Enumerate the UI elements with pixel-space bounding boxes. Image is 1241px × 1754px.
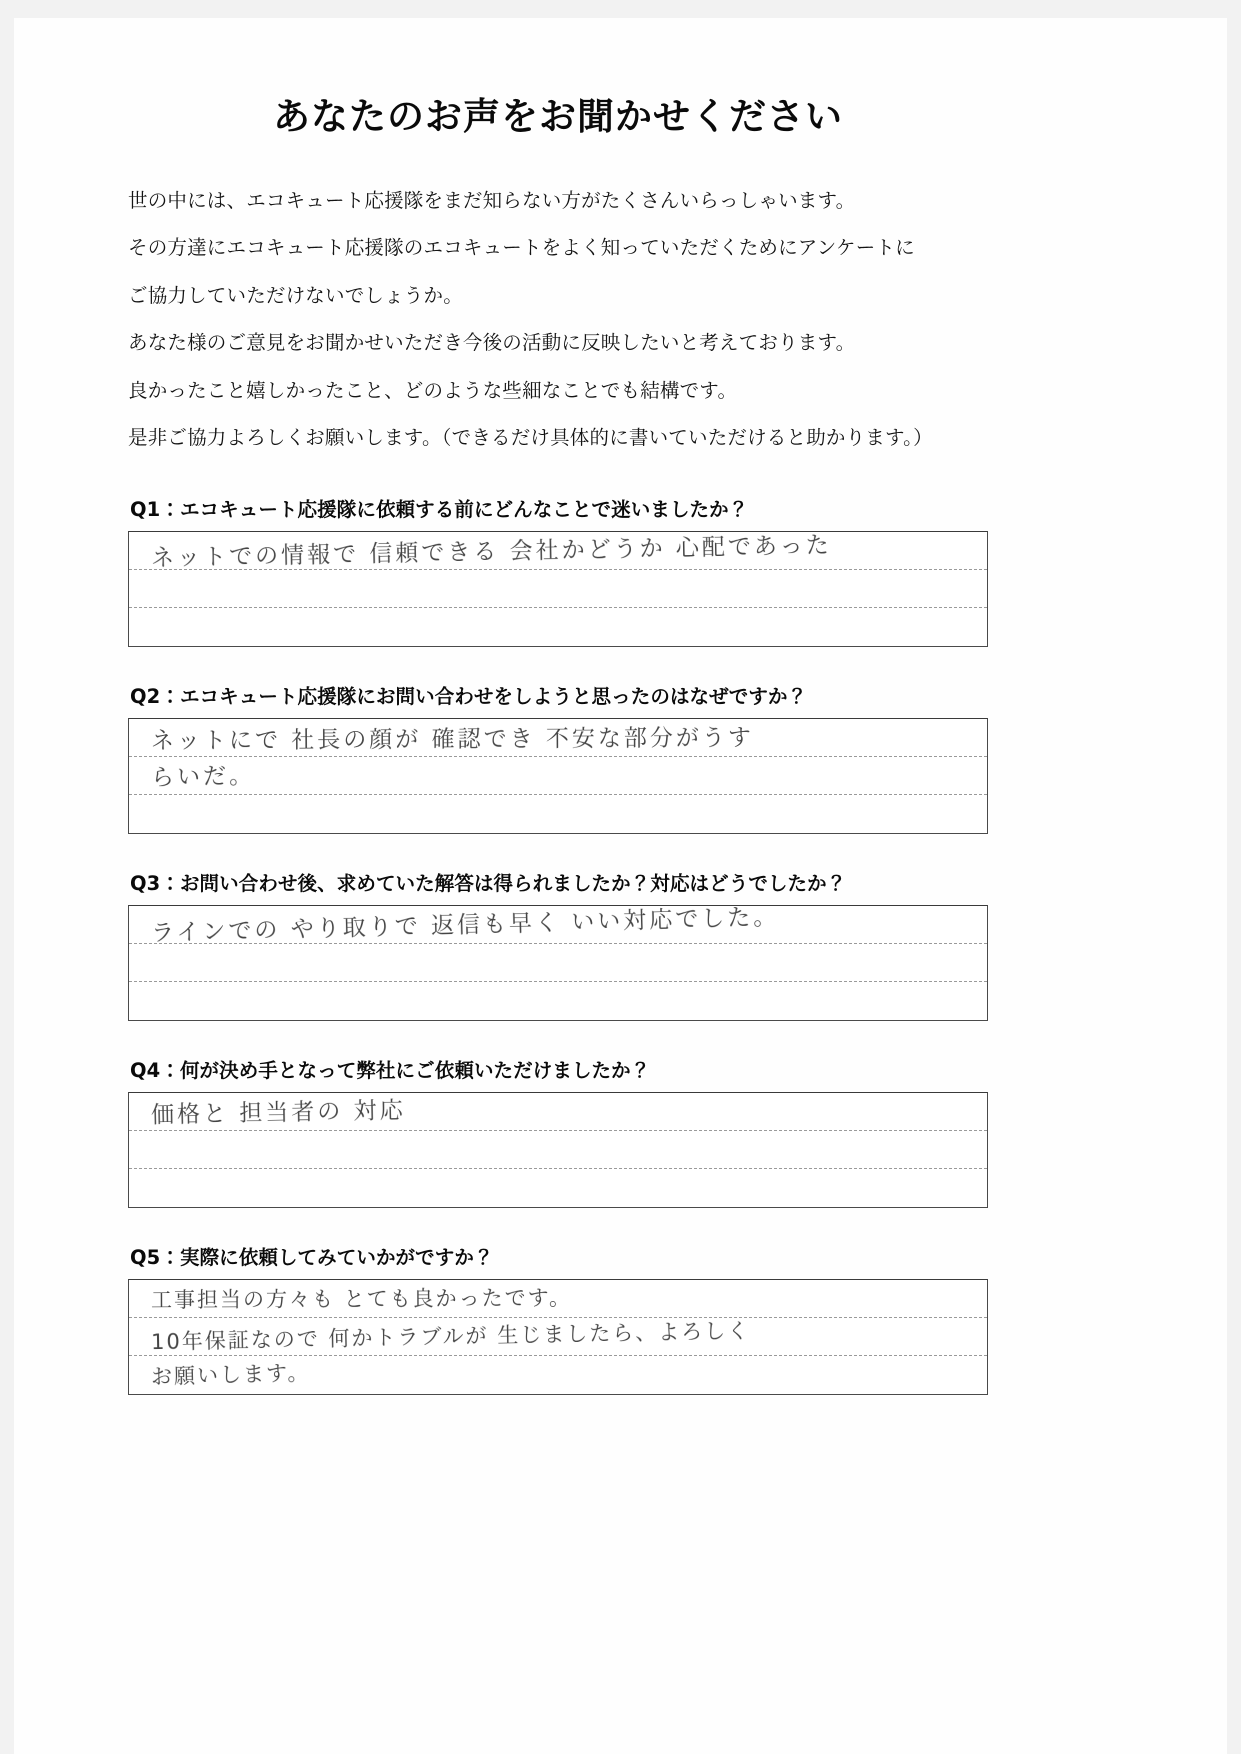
question-label-q4: Q4：何が決め手となって弊社にご依頼いただけましたか？ (130, 1058, 651, 1082)
answer-line (129, 944, 987, 982)
answer-line (129, 1169, 987, 1207)
page-title: あなたのお声をお聞かせください (273, 95, 843, 138)
question-block-q4 (128, 1055, 988, 1208)
question-label-q3: Q3：お問い合わせ後、求めていた解答は得られましたか？対応はどうでしたか？ (130, 871, 847, 895)
answer-line (129, 532, 987, 570)
answer-line (129, 1093, 987, 1131)
intro-line: あなた様のご意見をお聞かせいただき今後の活動に反映したいと考えております。 (128, 331, 856, 355)
question-label-q2: Q2：エコキュート応援隊にお問い合わせをしようと思ったのはなぜですか？ (130, 684, 808, 708)
question-block-q3 (128, 868, 988, 1021)
question-label-q1: Q1：エコキュート応援隊に依頼する前にどんなことで迷いましたか？ (130, 497, 749, 521)
intro-line: ご協力していただけないでしょうか。 (128, 283, 463, 307)
answer-box-q4[interactable] (128, 1092, 988, 1208)
answer-box-q2[interactable] (128, 718, 988, 834)
intro-paragraph (128, 188, 988, 450)
answer-line (129, 1356, 987, 1394)
handwritten-answer: らいだ。 (150, 762, 256, 791)
answer-line (129, 608, 987, 646)
handwritten-answer: 工事担当の方々も とても良かったです。 (150, 1285, 573, 1313)
answer-box-q5[interactable] (128, 1279, 988, 1395)
answer-line (129, 570, 987, 608)
survey-content (128, 96, 988, 1429)
answer-line (129, 1318, 987, 1356)
intro-line: 良かったこと嬉しかったこと、どのような些細なことでも結構です。 (128, 378, 738, 402)
handwritten-answer: ネットにで 社長の顔が 確認でき 不安な部分がうす (150, 724, 755, 755)
answer-box-q1[interactable] (128, 531, 988, 647)
scan-edge-left (0, 0, 14, 1754)
question-block-q5 (128, 1242, 988, 1395)
question-label-q5: Q5：実際に依頼してみていかがですか？ (130, 1245, 494, 1269)
intro-line: 世の中には、エコキュート応援隊をまだ知らない方がたくさんいらっしゃいます。 (128, 188, 856, 212)
scan-edge-top (0, 0, 1241, 18)
answer-line (129, 719, 987, 757)
handwritten-answer: ラインでの やり取りで 返信も早く いい対応でした。 (150, 904, 780, 947)
handwritten-answer: 10年保証なので 何かトラブルが 生じましたら、よろしく (150, 1318, 751, 1355)
question-block-q1 (128, 494, 988, 647)
answer-line (129, 1131, 987, 1169)
answer-box-q3[interactable] (128, 905, 988, 1021)
intro-line: 是非ご協力よろしくお願いします。（できるだけ具体的に書いていただけると助かります。） (128, 426, 933, 450)
handwritten-answer: 価格と 担当者の 対応 (150, 1097, 406, 1129)
answer-line (129, 904, 987, 947)
intro-line: その方達にエコキュート応援隊のエコキュートをよく知っていただくためにアンケートに (128, 236, 915, 260)
handwritten-answer: ネットでの情報で 信頼できる 会社かどうか 心配であった (150, 532, 832, 572)
scan-edge-right (1227, 0, 1241, 1754)
handwritten-answer: お願いします。 (150, 1360, 311, 1389)
answer-line (129, 795, 987, 833)
question-block-q2 (128, 681, 988, 834)
answer-line (129, 757, 987, 795)
answer-line (129, 982, 987, 1020)
answer-line (129, 1280, 987, 1318)
